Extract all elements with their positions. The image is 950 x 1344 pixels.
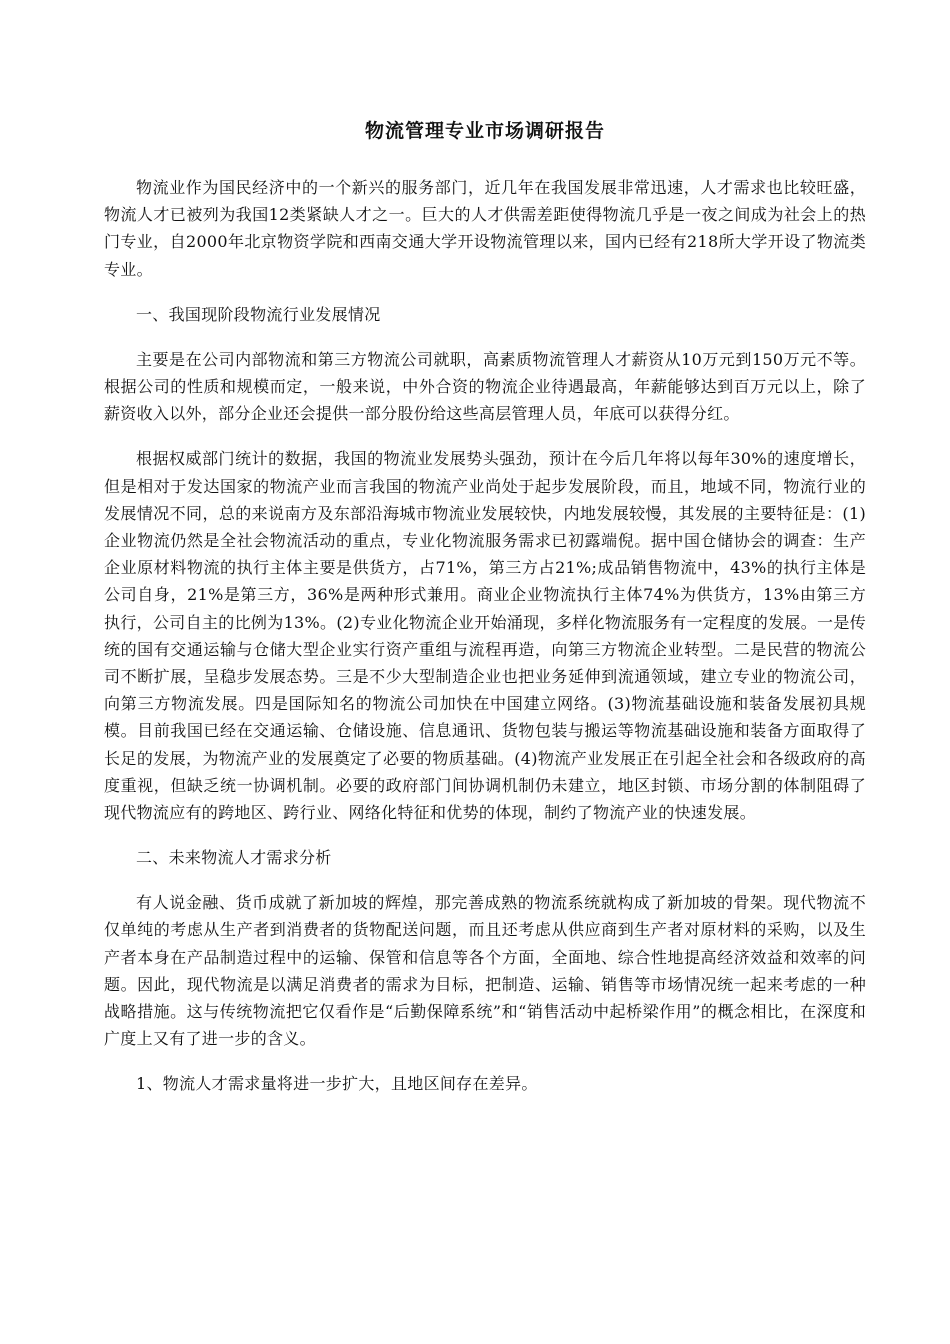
document-title: 物流管理专业市场调研报告 [364, 120, 605, 142]
section-2-paragraph-1: 有人说金融、货币成就了新加坡的辉煌，那完善成熟的物流系统就构成了新加坡的骨架。现代物流不仅单纯的考虑从生产者到消费者的货物配送问题，而且还考虑从供应商到生产者对原材料的采购，以及生产者本身在产品制造过程中的运输、保管和信息等各个方面，全面地、综合性地提高经济效益和效率的问题。因此，现代物流是以满足消费者的需求为目标，把制造、运输、销售等市场情况统一起来考虑的一种战略措施。这与传统物流把它仅看作是“后勤保障系统”和“销售活动中起桥梁作用”的概念相比，在深度和广度上又有了进一步的含义。 [104, 893, 866, 1049]
section-1-paragraph-2: 根据权威部门统计的数据，我国的物流业发展势头强劲，预计在今后几年将以每年30%的速度增长，但是相对于发达国家的物流产业而言我国的物流产业尚处于起步发展阶段，而且，地域不同，物流行业的发展情况不同，总的来说南方及东部沿海城市物流业发展较快，内地发展较慢，其发展的主要特征是：(1)企业物流仍然是全社会物流活动的重点，专业化物流服务需求已初露端倪。据中国仓储协会的调查：生产企业原材料物流的执行主体主要是供货方，占71%，第三方占21%;成品销售物流中，43%的执行主体是公司自身，21%是第三方，36%是两种形式兼用。商业企业物流执行主体74%为供货方，13%由第三方执行，公司自主的比例为13%。(2)专业化物流企业开始涌现，多样化物流服务有一定程度的发展。一是传统的国有交通运输与仓储大型企业实行资产重组与流程再造，向第三方物流企业转型。二是民营的物流公司不断扩展，呈稳步发展态势。三是不少大型制造企业也把业务延伸到流通领域，建立专业的物流公司，向第三方物流发展。四是国际知名的物流公司加快在中国建立网络。(3)物流基础设施和装备发展初具规模。目前我国已经在交通运输、仓储设施、信息通讯、货物包装与搬运等物流基础设施和装备方面取得了长足的发展，为物流产业的发展奠定了必要的物质基础。(4)物流产业发展正在引起全社会和各级政府的高度重视，但缺乏统一协调机制。必要的政府部门间协调机制仍未建立，地区封锁、市场分割的体制阻碍了现代物流应有的跨地区、跨行业、网络化特征和优势的体现，制约了物流产业的快速发展。 [104, 449, 866, 823]
section-1-heading: 一、我国现阶段物流行业发展情况 [136, 304, 381, 324]
intro-paragraph: 物流业作为国民经济中的一个新兴的服务部门，近几年在我国发展非常迅速，人才需求也比较旺盛，物流人才已被列为我国12类紧缺人才之一。巨大的人才供需差距使得物流几乎是一夜之间成为社会上的热门专业，自2000年北京物资学院和西南交通大学开设物流管理以来，国内已经有218所大学开设了物流类专业。 [104, 178, 866, 279]
section-2-heading: 二、未来物流人才需求分析 [136, 848, 332, 868]
section-2-item-1: 1、物流人才需求量将进一步扩大，且地区间存在差异。 [136, 1074, 538, 1094]
section-1-paragraph-1: 主要是在公司内部物流和第三方物流公司就职，高素质物流管理人才薪资从10万元到150万元不等。根据公司的性质和规模而定，一般来说，中外合资的物流企业待遇最高，年薪能够达到百万元以上，除了薪资收入以外，部分企业还会提供一部分股份给这些高层管理人员，年底可以获得分红。 [104, 349, 866, 424]
